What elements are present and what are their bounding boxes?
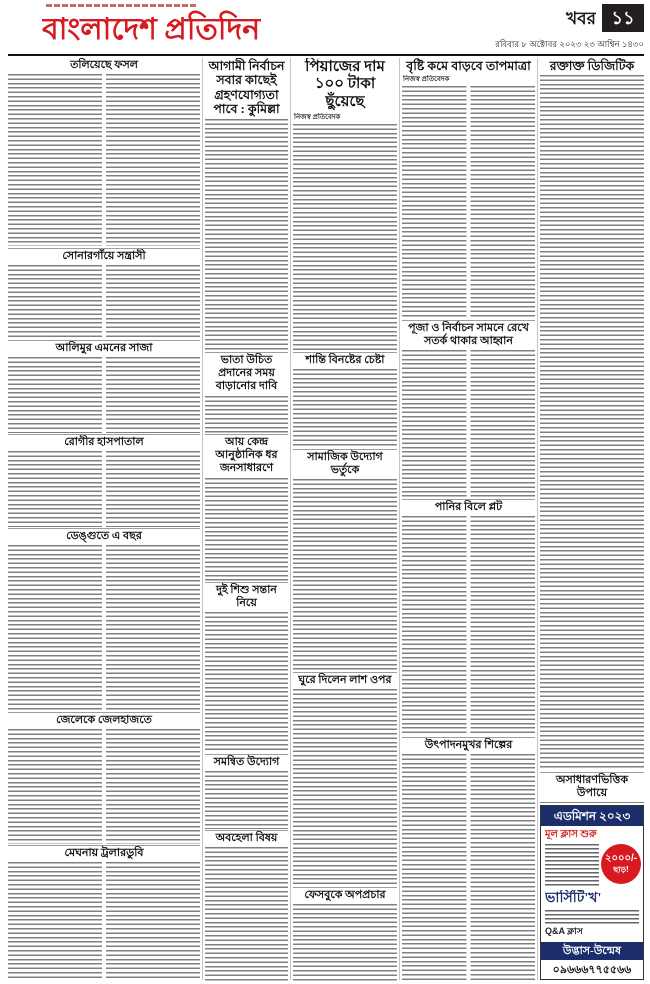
masthead-tagline-decoration	[46, 4, 196, 7]
column-divider	[202, 58, 203, 980]
article-body-text	[402, 754, 535, 981]
ad-fine-print	[545, 844, 599, 886]
article-body-text	[205, 478, 288, 581]
ad-discount-amount: ২০০০/-	[604, 853, 638, 864]
section-label: খবর	[566, 9, 596, 28]
headline: ফেসবুকে অপপ্রচার	[304, 889, 386, 901]
lead-headline: পিঁয়াজের দাম ১০০ টাকা ছুঁয়েছে	[305, 59, 385, 110]
headline: উৎপাদনমুখর শিল্পের	[424, 739, 513, 751]
article-body-text	[205, 612, 288, 753]
headline: রক্তাক্ত ডিজিটিক	[549, 59, 635, 73]
news-story	[293, 449, 397, 671]
admission-advertisement	[540, 805, 644, 980]
article-body-text	[205, 847, 288, 981]
news-story-lead	[293, 58, 397, 350]
column-divider	[290, 58, 291, 980]
headline: আগামী নির্বাচন সবার কাছেই গ্রহণযোগ্যতা পাবে : কুমিল্লা	[208, 59, 285, 117]
headline: সমন্বিত উদ্যোগ	[213, 756, 280, 768]
article-body-text	[293, 369, 397, 448]
news-story	[540, 58, 644, 770]
article-body-text	[540, 802, 644, 803]
page-number: ১১	[602, 4, 644, 32]
headline: শান্তি বিনষ্টের চেষ্টা	[305, 354, 385, 366]
ad-fine-print	[545, 910, 639, 924]
article-body-text	[293, 124, 397, 350]
news-story	[8, 845, 200, 981]
news-story	[205, 434, 288, 581]
news-story	[402, 320, 535, 498]
byline: নিজস্ব প্রতিবেদক	[403, 76, 450, 84]
headline: পানির বিলে প্লট	[434, 501, 503, 513]
headline: ঘুরে দিলেন লাশ ওপর	[298, 674, 392, 686]
ad-discount-badge	[601, 844, 641, 884]
news-story	[293, 672, 397, 886]
news-story	[8, 528, 200, 711]
article-body-text	[8, 862, 200, 981]
article-body-text	[402, 86, 535, 318]
news-story	[293, 887, 397, 981]
article-body-text	[205, 396, 288, 433]
article-body-text	[205, 771, 288, 829]
headline: দুই শিশু সন্তান নিয়ে	[216, 584, 277, 610]
headline: জেলেকে জেলহাজতে	[56, 714, 152, 726]
ad-qa-class: Q&A ক্লাস	[545, 926, 583, 936]
news-story	[402, 499, 535, 736]
headline: অবহেলা বিষয়	[215, 832, 278, 844]
news-story	[205, 830, 288, 981]
article-body-text	[8, 265, 200, 339]
news-story	[540, 772, 644, 803]
article-body-text	[8, 545, 200, 711]
article-body-text	[293, 904, 397, 981]
article-body-text	[205, 119, 288, 351]
article-body-text	[8, 74, 200, 246]
headline: সামাজিক উদ্যোগ ভর্তুকে	[307, 451, 383, 477]
newspaper-logo: বাংলাদেশ প্রতিদিন	[42, 13, 261, 46]
headline: মেঘনায় ট্রলারডুবি	[64, 847, 144, 859]
news-story	[8, 58, 200, 246]
headline: তলিয়েছে ফসল	[70, 59, 138, 71]
masthead-rule	[8, 54, 644, 56]
ad-brand-logo: উদ্ভাস-উন্মেষ	[541, 942, 643, 960]
news-story	[8, 434, 200, 527]
news-story	[402, 58, 535, 318]
headline: ভাতা উচিত প্রদানের সময় বাড়ানোর দাবি	[215, 354, 278, 393]
article-body-text	[540, 75, 644, 770]
news-story	[205, 582, 288, 753]
headline: রোগীর হাসপাতাল	[64, 436, 144, 448]
headline: অসাধারণভিত্তিক উপায়ে	[555, 774, 629, 800]
article-body-text	[293, 689, 397, 886]
headline: সোনারগাঁয়ে সন্ত্রাসী	[62, 250, 146, 262]
news-story	[205, 58, 288, 350]
column-divider	[537, 58, 538, 980]
column-divider	[399, 58, 400, 980]
date-line: রবিবার ৮ অক্টোবর ২০২৩ ২৩ আশ্বিন ১৪৩০	[495, 39, 644, 49]
headline: আলিমুর এমনের সাজা	[55, 342, 153, 354]
article-body-text	[402, 516, 535, 736]
news-story	[8, 340, 200, 433]
headline: পূজা ও নির্বাচন সামনে রেখে সতর্ক থাকার আহ্বান	[408, 322, 529, 348]
news-story	[205, 352, 288, 433]
article-body-text	[8, 357, 200, 433]
headline: আয় কেন্দ্র আনুষ্ঠানিক ধর জনসাধারণে	[215, 436, 278, 475]
ad-course-title: ভার্সিটি'খ'	[545, 891, 602, 906]
headline: বৃষ্টি কমে বাড়বে তাপমাত্রা	[406, 59, 531, 73]
news-story	[205, 754, 288, 829]
news-story	[293, 352, 397, 448]
article-body-text	[8, 451, 200, 527]
ad-discount-label: ছাড়!	[613, 865, 629, 874]
news-story	[402, 737, 535, 981]
headline: ডেঙ্গুতে এ বছর	[66, 530, 142, 542]
news-story	[8, 712, 200, 844]
ad-banner: এডমিশন ২০২৩	[541, 806, 643, 826]
ad-class-start: মূল ক্লাস শুরু	[545, 829, 597, 840]
ad-phone-number: ০৯৬৬৬৭৭৫৫৬৬	[552, 964, 632, 976]
article-body-text	[8, 729, 200, 844]
byline: নিজস্ব প্রতিবেদক	[294, 113, 341, 121]
article-body-text	[402, 350, 535, 498]
article-body-text	[293, 479, 397, 671]
news-story	[8, 248, 200, 339]
